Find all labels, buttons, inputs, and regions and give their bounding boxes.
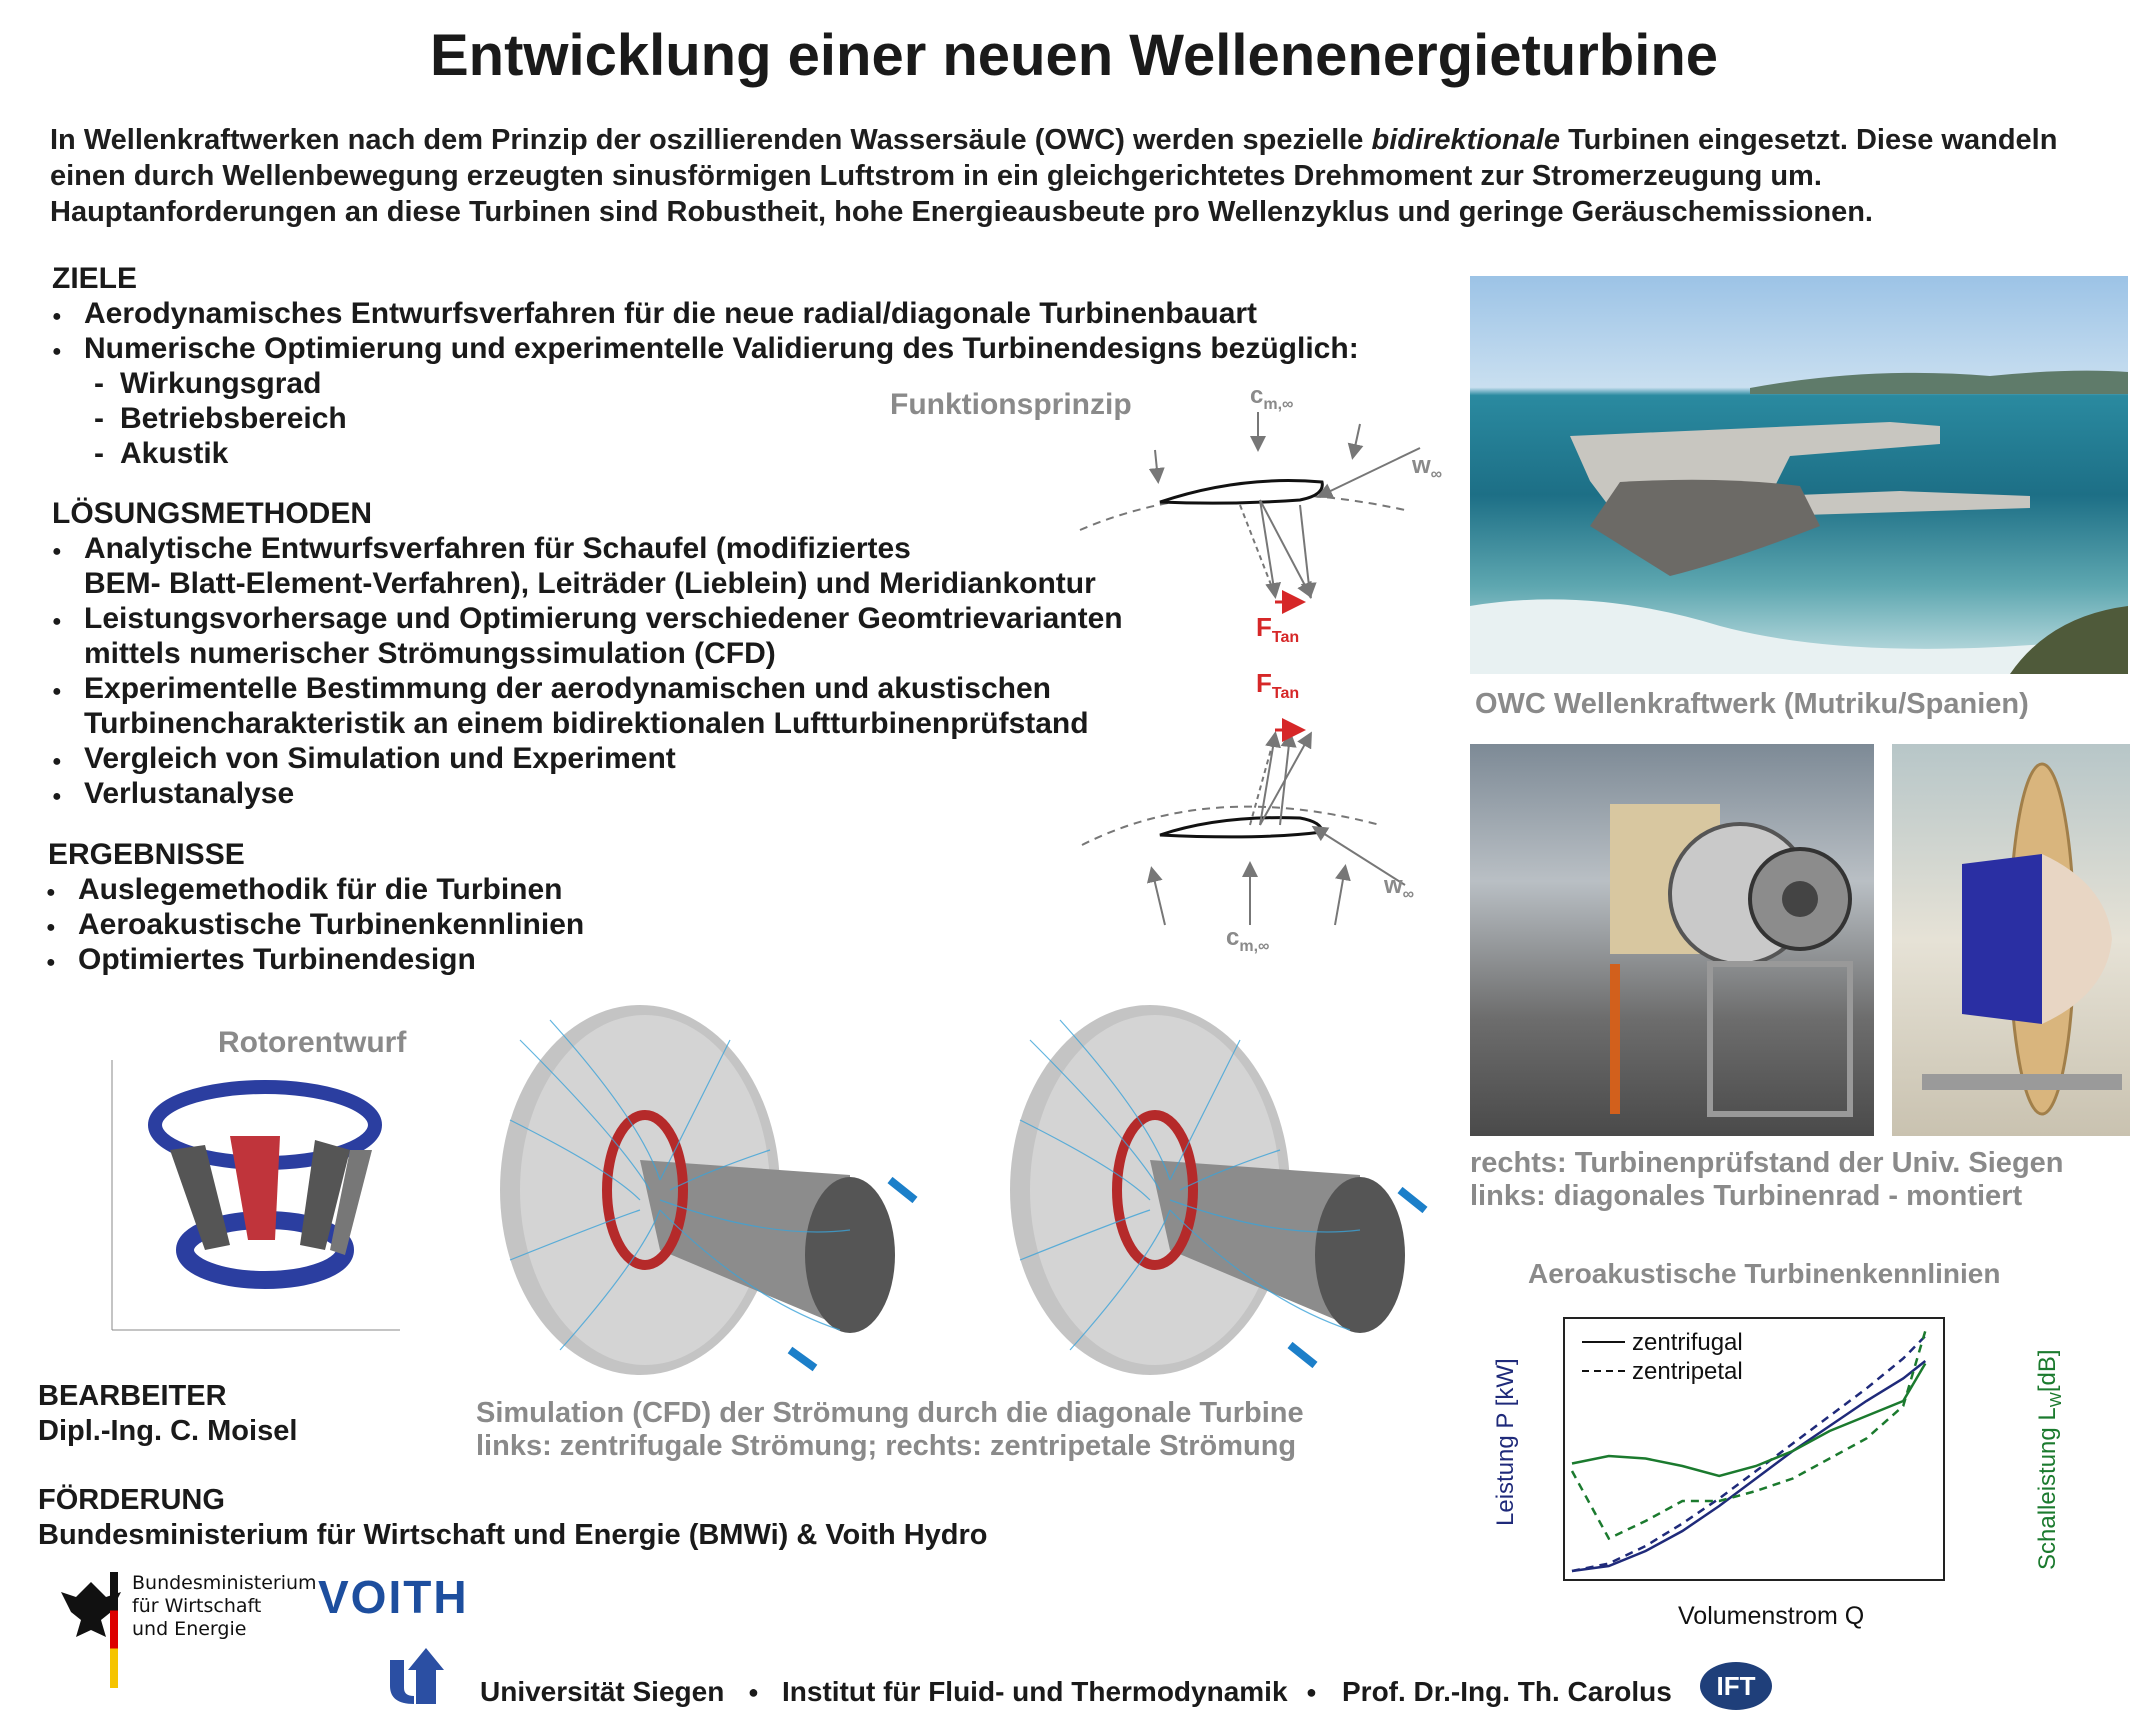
chart-y-label-left: Leistung P [kW]	[1492, 1358, 1519, 1526]
list-item: ● Optimiertes Turbinendesign	[44, 942, 744, 977]
w-label-top: $w_\infty$	[1412, 452, 1443, 483]
rotor-design-plot	[100, 1040, 420, 1360]
ftan-label-bottom: $F_{Tan}$	[1256, 668, 1300, 703]
list-item: ● Analytische Entwurfsverfahren für Schaufel (modifiziertes BEM- Blatt-Element-Verfahren), Leiträder (Lieblein) und Meridiankontur	[50, 531, 1200, 601]
turbine-wheel-photo	[1892, 744, 2130, 1136]
list-item: ● Vergleich von Simulation und Experiment	[50, 741, 1200, 776]
owc-caption: OWC Wellenkraftwerk (Mutriku/Spanien)	[1475, 688, 2029, 720]
chart-series-group	[1572, 1331, 1925, 1571]
footer-separator-icon: ●	[748, 1682, 759, 1702]
intro-text-1: In Wellenkraftwerken nach dem Prinzip der oszillierenden Wassersäule (OWC) werden spezielle	[50, 124, 1372, 156]
legend-label-zentripetal: zentripetal	[1632, 1358, 1743, 1385]
rotor-label: Rotorentwurf	[218, 1026, 407, 1059]
chart-frame	[1564, 1318, 1944, 1580]
ergebnisse-list	[44, 872, 744, 977]
voith-logo: VOITH	[318, 1571, 469, 1623]
chart-title: Aeroakustische Turbinenkennlinien	[1528, 1258, 2001, 1289]
list-item: ● Aeroakustische Turbinenkennlinien	[44, 907, 744, 942]
intro-paragraph	[50, 122, 2110, 230]
cfd-centripetal-image	[1000, 1000, 1440, 1380]
upper-airfoil	[1160, 481, 1322, 504]
list-item: ● Auslegemethodik für die Turbinen	[44, 872, 744, 907]
list-item: ● Experimentelle Bestimmung der aerodynamischen und akustischen Turbinencharakteristik an einem bidirektionalen Luftturbinenprüfstand	[50, 671, 1200, 741]
acoustic-chart	[1500, 1298, 2020, 1628]
ift-logo: IFT	[1700, 1662, 1772, 1710]
uni-siegen-logo	[386, 1646, 450, 1708]
test-rig-photo	[1470, 744, 1874, 1136]
list-item: ● Verlustanalyse	[50, 776, 1200, 811]
bearbeiter-name: Dipl.-Ing. C. Moisel	[38, 1415, 298, 1447]
chart-x-label: Volumenstrom Q	[1678, 1602, 1865, 1630]
funktionsprinzip-label: Funktionsprinzip	[890, 388, 1132, 421]
poster-title: Entwicklung einer neuen Wellenenergieturbine	[429, 23, 1719, 88]
footer-institute: Institut für Fluid- und Thermodynamik	[782, 1676, 1288, 1707]
intro-text-2: Turbinen eingesetzt. Diese wandeln einen durch Wellenbewegung erzeugten sinusförmigen Luftstrom in ein gleichgerichtetes Drehmoment zur Stromerzeugung um. Hauptanforderungen an diese Turbinen sind Robustheit, hohe Energieausbeute pro Wellenzyklus und geringe Geräuschemissionen.	[50, 124, 2058, 228]
foerderung-text: Bundesministerium für Wirtschaft und Energie (BMWi) & Voith Hydro	[38, 1519, 988, 1551]
chart-y-label-right: Schalleistung $L_W[dB]$	[2034, 1349, 2065, 1570]
german-flag-bar	[110, 1572, 118, 1688]
list-subitem: - Wirkungsgrad	[50, 366, 1450, 401]
list-subitem: - Betriebsbereich	[50, 401, 1450, 436]
methoden-list	[50, 531, 1200, 811]
ergebnisse-heading: ERGEBNISSE	[48, 838, 245, 871]
footer-prof: Prof. Dr.-Ing. Th. Carolus	[1342, 1676, 1672, 1707]
list-item: ● Aerodynamisches Entwurfsverfahren für die neue radial/diagonale Turbinenbauart	[50, 296, 1450, 331]
w-label-bottom: $w_\infty$	[1384, 872, 1415, 903]
owc-power-plant-photo	[1470, 276, 2128, 674]
cfd-centrifugal-image	[490, 1000, 930, 1380]
series-line-power-zentrifugal	[1572, 1361, 1925, 1571]
series-line-sound-zentrifugal	[1572, 1364, 1925, 1477]
list-item: ● Leistungsvorhersage und Optimierung verschiedener Geomtrievarianten mittels numerischer Strömungssimulation (CFD)	[50, 601, 1200, 671]
footer-separator-icon: ●	[1306, 1682, 1317, 1702]
bearbeiter-heading: BEARBEITER	[38, 1380, 227, 1412]
methoden-heading: LÖSUNGSMETHODEN	[52, 497, 373, 530]
lower-airfoil	[1160, 818, 1322, 837]
ftan-label-top: $F_{Tan}$	[1256, 612, 1300, 647]
series-line-sound-zentripetal	[1572, 1331, 1925, 1539]
intro-emphasis: bidirektionale	[1371, 124, 1561, 156]
legend-label-zentrifugal: zentrifugal	[1632, 1329, 1743, 1356]
ziele-heading: ZIELE	[52, 262, 138, 295]
cfd-caption: Simulation (CFD) der Strömung durch die diagonale Turbine links: zentrifugale Strömung; rechts: zentripetale Strömung	[476, 1397, 1304, 1462]
footer-university: Universität Siegen	[480, 1676, 725, 1707]
list-item: ● Numerische Optimierung und experimentelle Validierung des Turbinendesigns bezüglich:	[50, 331, 1450, 366]
pruefstand-caption: rechts: Turbinenprüfstand der Univ. Siegen links: diagonales Turbinenrad - montiert	[1470, 1147, 2064, 1212]
list-subitem: - Akustik	[50, 436, 1450, 471]
c-label-bottom: $c_{m,\infty}$	[1226, 924, 1270, 955]
c-label-top: $c_{m,\infty}$	[1250, 382, 1294, 413]
bmwi-logo-text: Bundesministerium für Wirtschaft und Energie	[132, 1572, 317, 1640]
foerderung-heading: FÖRDERUNG	[38, 1484, 225, 1516]
